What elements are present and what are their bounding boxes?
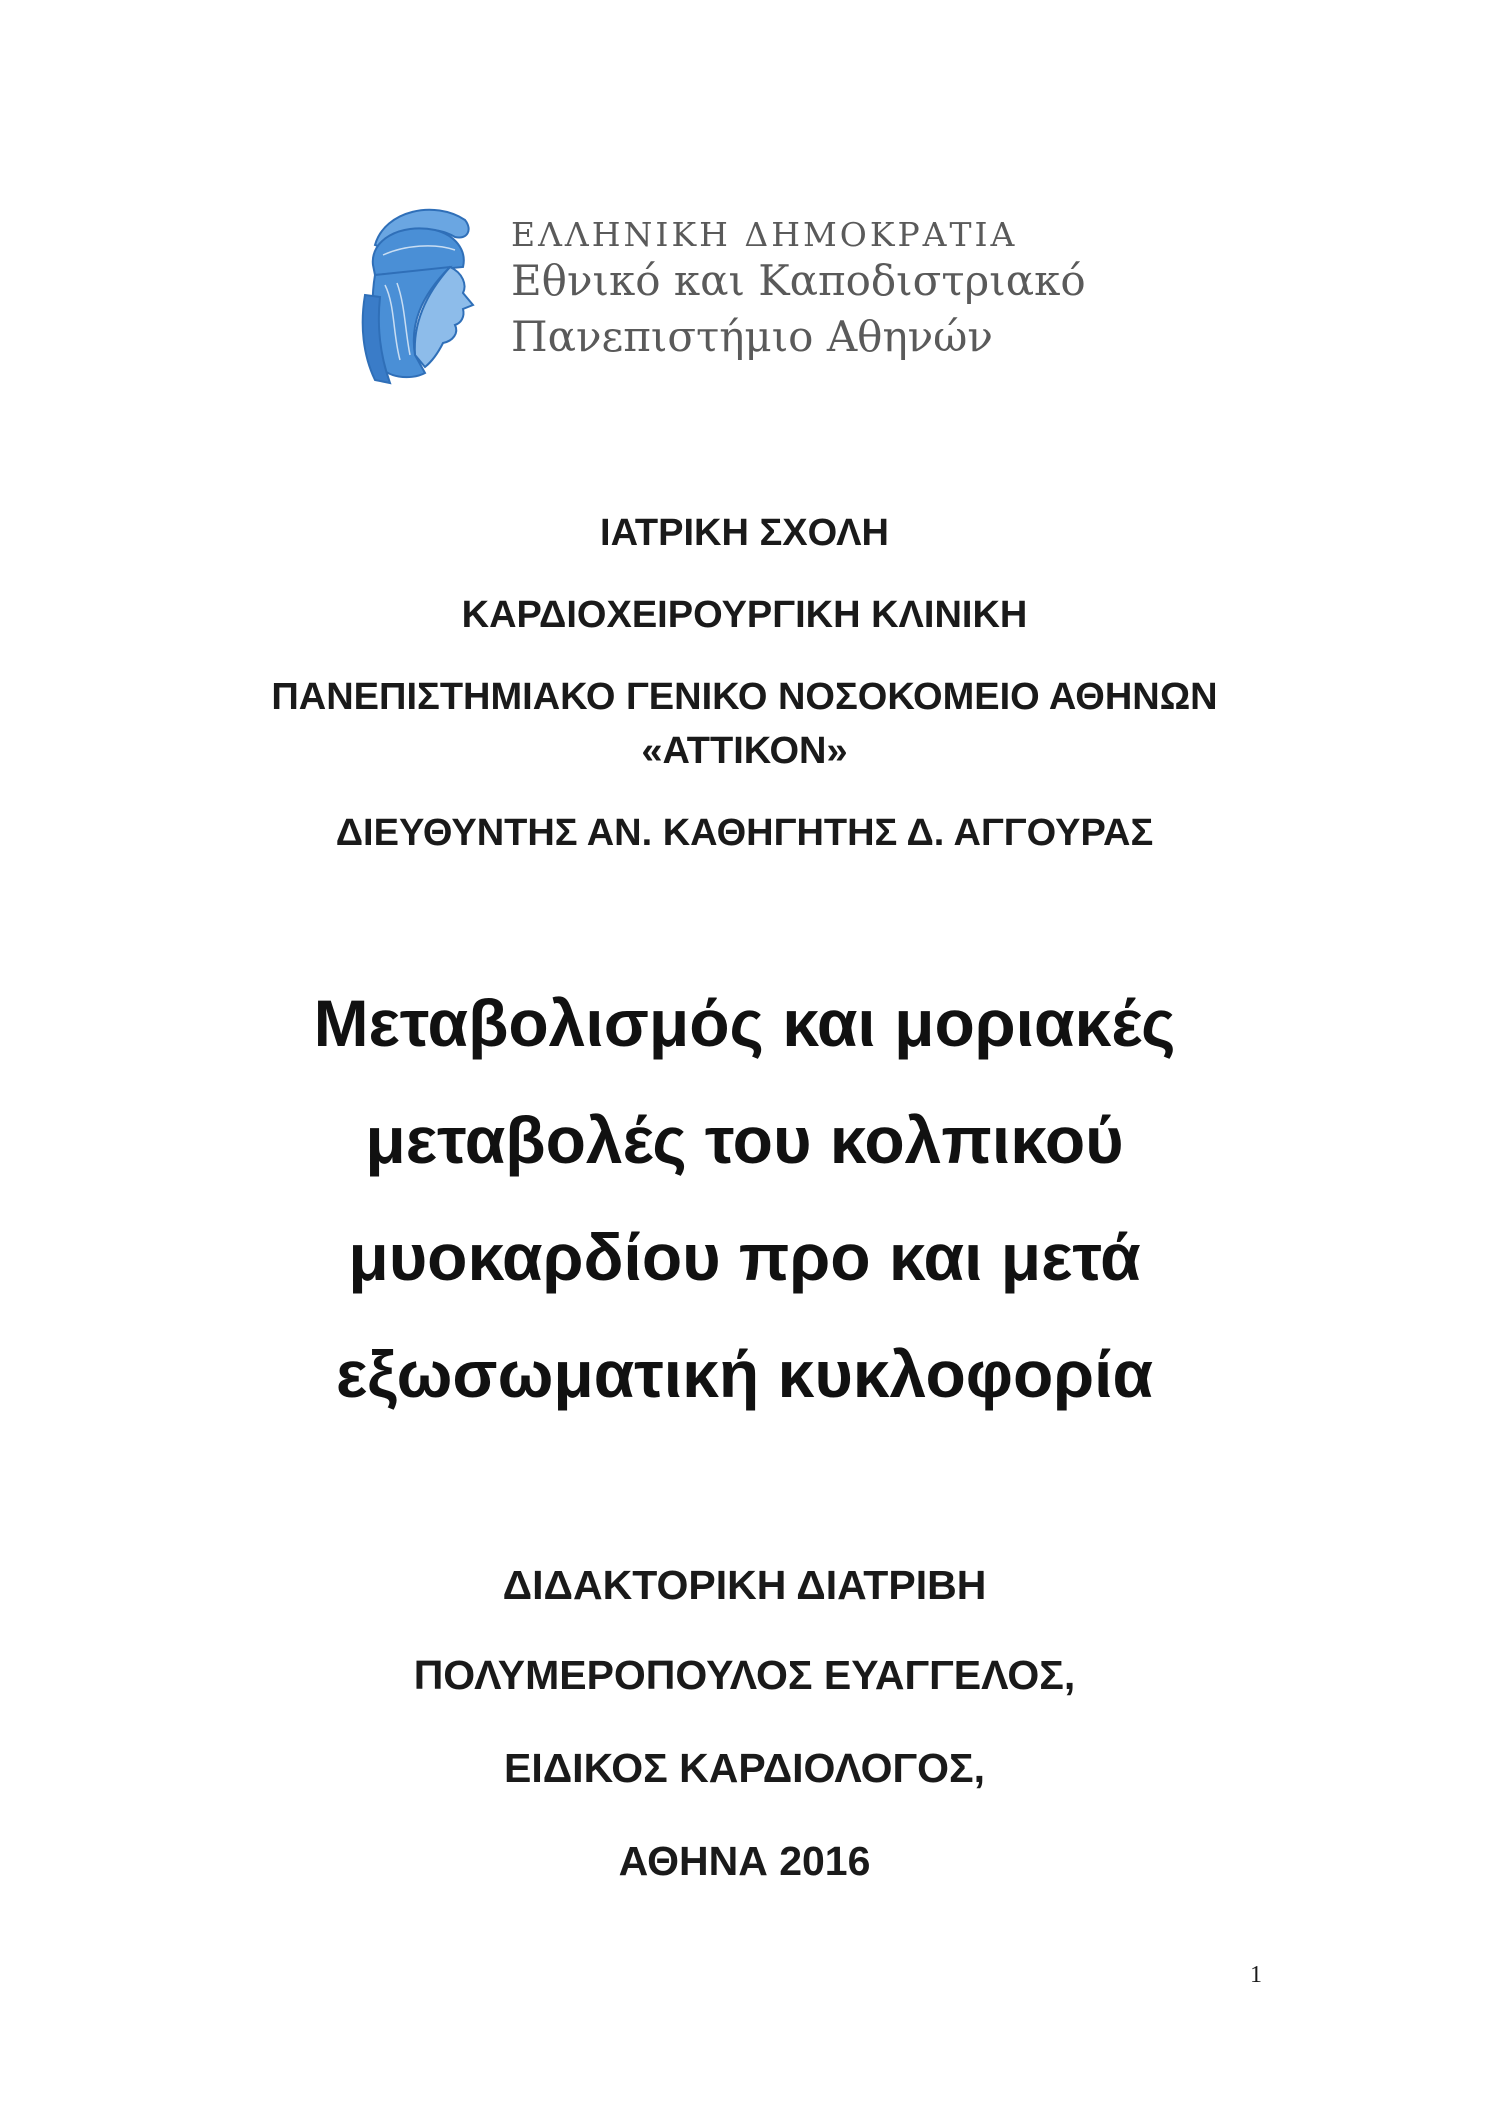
hospital-name: «ΑΤΤΙΚΟΝ»	[641, 730, 848, 772]
place-year: ΑΘΗΝΑ 2016	[618, 1838, 871, 1884]
logo-line-athens: Πανεπιστήμιο Αθηνών	[511, 312, 993, 361]
logo-line-republic: ΕΛΛΗΝΙΚΗ ΔΗΜΟΚΡΑΤΙΑ	[511, 215, 1018, 254]
thesis-title-line-3: μυοκαρδίου προ και μετά	[348, 1220, 1141, 1294]
clinic-heading: ΚΑΡΔΙΟΧΕΙΡΟΥΡΓΙΚΗ ΚΛΙΝΙΚΗ	[461, 594, 1028, 636]
university-logo	[355, 205, 1155, 385]
thesis-title-line-2: μεταβολές του κολπικού	[365, 1103, 1124, 1177]
thesis-type: ΔΙΔΑΚΤΟΡΙΚΗ ΔΙΑΤΡΙΒΗ	[502, 1562, 987, 1608]
author-specialty: ΕΙΔΙΚΟΣ ΚΑΡΔΙΟΛΟΓΟΣ,	[503, 1745, 986, 1791]
logo-wordmark	[511, 217, 1086, 365]
hospital-heading: ΠΑΝΕΠΙΣΤΗΜΙΑΚΟ ΓΕΝΙΚΟ ΝΟΣΟΚΟΜΕΙΟ ΑΘΗΝΩΝ	[271, 676, 1218, 718]
director-line: ΔΙΕΥΘΥΝΤΗΣ ΑΝ. ΚΑΘΗΓΗΤΗΣ Δ. ΑΓΓΟΥΡΑΣ	[335, 812, 1154, 854]
thesis-title-line-1: Μεταβολισμός και μοριακές	[313, 986, 1176, 1060]
logo-line-university: Εθνικό και Καποδιστριακό	[511, 256, 1086, 305]
athena-head-icon	[355, 205, 480, 385]
school-heading: ΙΑΤΡΙΚΗ ΣΧΟΛΗ	[600, 512, 889, 554]
thesis-title-line-4: εξωσωματική κυκλοφορία	[335, 1337, 1154, 1411]
author-name: ΠΟΛΥΜΕΡΟΠΟΥΛΟΣ ΕΥΑΓΓΕΛΟΣ,	[413, 1652, 1076, 1698]
page-number: 1	[1250, 1962, 1262, 1988]
